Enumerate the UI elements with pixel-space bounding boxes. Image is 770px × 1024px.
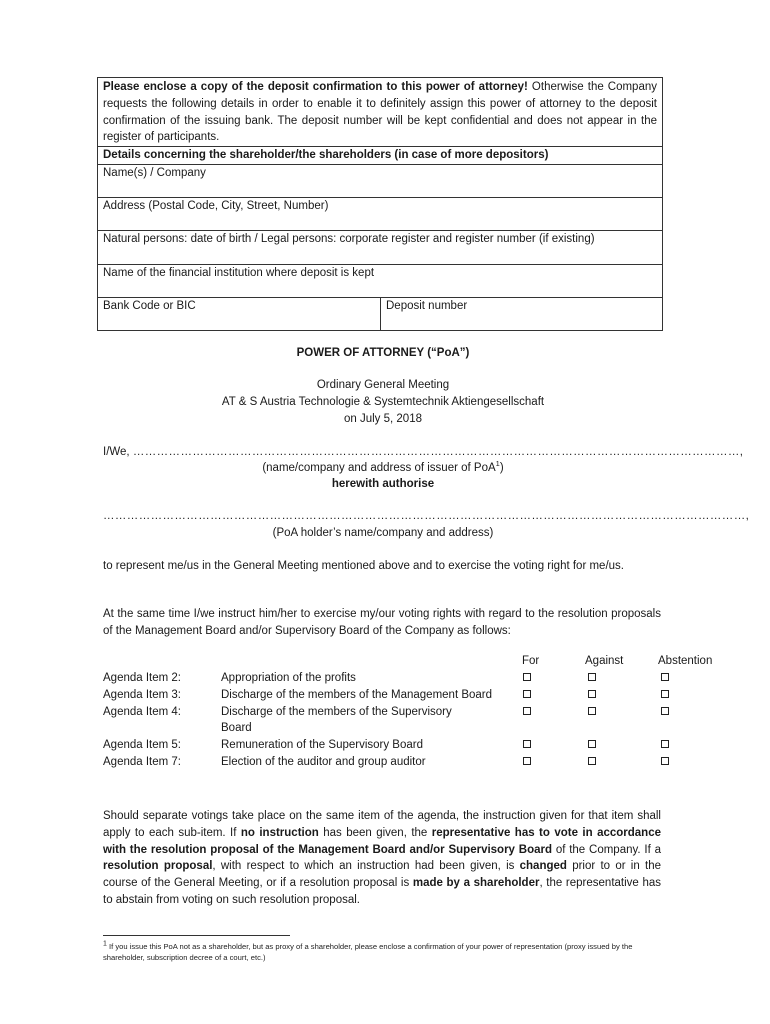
holder-line[interactable]	[103, 508, 750, 525]
against-checkbox[interactable]	[588, 690, 596, 698]
document-title: POWER OF ATTORNEY (“PoA”)	[296, 347, 470, 359]
sv-bold-5: made by a shareholder	[412, 877, 540, 890]
sv-text-4: , with respect to which an instruction had been given, is	[212, 860, 520, 873]
holder-caption: (PoA holder’s name/company and address)	[272, 527, 494, 539]
agenda-item-description: Appropriation of the profits	[221, 672, 356, 684]
footnote	[103, 942, 665, 963]
abstention-checkbox[interactable]	[661, 740, 669, 748]
agenda-item-7	[103, 754, 723, 771]
footnote-mark: 1	[103, 940, 107, 948]
vote-column-headers	[103, 653, 723, 670]
issuer-caption-end: )	[499, 462, 504, 474]
agenda-item-description: Remuneration of the Supervisory Board	[221, 739, 423, 752]
address-label: Address (Postal Code, City, Street, Number)	[103, 200, 329, 213]
name-company-field[interactable]	[98, 164, 662, 197]
for-checkbox[interactable]	[523, 690, 531, 698]
bank-deposit-row	[98, 297, 662, 330]
sv-text-2: has been given, the	[318, 826, 432, 839]
sv-text-1: Should separate votings take place on the same item of the agenda, the instruction given for that item shall apply to each sub-item. If	[103, 810, 661, 839]
for-checkbox[interactable]	[523, 757, 531, 765]
footnote-text: If you issue this PoA not as a shareholder, but as proxy of a shareholder, please enclose a confirmation of your power of representation (proxy issued by the shareholder, subscription decree of a court, etc.)	[103, 942, 633, 962]
abstention-checkbox[interactable]	[661, 673, 669, 681]
agenda-item-number: Agenda Item 7:	[103, 755, 181, 768]
shareholder-details-table	[97, 77, 663, 331]
meeting-heading	[97, 377, 669, 427]
holder-dots: ………………………………………………………………………………………………………………………………………………,	[103, 510, 750, 522]
registration-field[interactable]	[98, 230, 662, 264]
issuer-dots: ………………………………………………………………………………………………………………………………………,	[132, 446, 744, 458]
authorise-text: herewith authorise	[331, 478, 435, 490]
issuer-caption-text: (name/company and address of issuer of PoA	[262, 462, 496, 474]
for-checkbox[interactable]	[523, 740, 531, 748]
sv-text-3: of the Company. If a	[552, 843, 661, 856]
issuer-caption	[97, 460, 669, 477]
agenda-item-4	[103, 704, 723, 738]
instruct-paragraph: At the same time I/we instruct him/her to exercise my/our voting rights with regard to the resolution proposals of the Management Board and/or Supervisory Board of the Company as follows:	[103, 608, 661, 637]
footnote-divider	[103, 935, 290, 936]
agenda-item-description: Discharge of the members of the Management Board	[221, 688, 493, 701]
sv-bold-4: changed	[519, 860, 567, 873]
sv-bold-3: resolution proposal	[103, 860, 213, 873]
agenda-item-description: Discharge of the members of the Supervisory Board	[221, 705, 452, 735]
shareholder-section-heading: Details concerning the shareholder/the shareholders (in case of more depositors)	[98, 146, 662, 164]
agenda-item-5	[103, 737, 723, 754]
against-checkbox[interactable]	[588, 707, 596, 715]
registration-label: Natural persons: date of birth / Legal persons: corporate register and register number (if existing)	[103, 233, 595, 246]
agenda-item-number: Agenda Item 3:	[103, 688, 181, 701]
deposit-number-label: Deposit number	[386, 300, 468, 313]
for-checkbox[interactable]	[523, 707, 531, 715]
for-column-header: For	[522, 655, 540, 667]
against-column-header: Against	[585, 655, 624, 667]
bank-code-field[interactable]	[98, 298, 381, 330]
issuer-line[interactable]	[103, 444, 744, 461]
deposit-number-field[interactable]	[381, 298, 662, 330]
agenda-item-3	[103, 687, 723, 704]
agenda-item-number: Agenda Item 2:	[103, 672, 181, 684]
represent-paragraph: to represent me/us in the General Meeting mentioned above and to exercise the voting right for me/us.	[103, 560, 624, 572]
financial-institution-label: Name of the financial institution where deposit is kept	[103, 267, 375, 280]
agenda-item-number: Agenda Item 5:	[103, 739, 181, 752]
sv-text-6: , the representative has to abstain from voting on such resolution proposal.	[103, 877, 661, 906]
against-checkbox[interactable]	[588, 673, 596, 681]
deposit-notice-text: Otherwise the Company requests the following details in order to enable it to definitely assign this power of attorney to the deposit confirmation of the issuing bank. The deposit number will be kept confidential and does not appear in the register of participants.	[103, 81, 657, 144]
company-name: AT & S Austria Technologie & Systemtechnik Aktiengesellschaft	[221, 395, 545, 408]
meeting-date: on July 5, 2018	[343, 412, 422, 425]
deposit-notice	[98, 78, 662, 146]
abstention-column-header: Abstention	[658, 655, 713, 667]
financial-institution-field[interactable]	[98, 264, 662, 297]
meeting-name: Ordinary General Meeting	[316, 379, 450, 391]
for-checkbox[interactable]	[523, 673, 531, 681]
deposit-notice-bold: Please enclose a copy of the deposit confirmation to this power of attorney!	[103, 81, 528, 93]
name-company-label: Name(s) / Company	[103, 167, 206, 180]
address-field[interactable]	[98, 197, 662, 230]
sv-bold-2: representative has to vote in accordance with the resolution proposal of the Management Board and/or Supervisory Board	[103, 826, 661, 856]
sv-bold-1: no instruction	[240, 826, 319, 839]
against-checkbox[interactable]	[588, 740, 596, 748]
sv-text-5: prior to or in the course of the General Meeting, or if a resolution proposal is	[103, 860, 662, 890]
separate-votings-paragraph	[103, 808, 661, 909]
abstention-checkbox[interactable]	[661, 757, 669, 765]
agenda-item-2	[103, 670, 723, 687]
agenda-item-number: Agenda Item 4:	[103, 705, 181, 718]
bank-code-label: Bank Code or BIC	[103, 300, 196, 313]
abstention-checkbox[interactable]	[661, 690, 669, 698]
agenda-vote-table	[103, 653, 723, 771]
issuer-prefix: I/We,	[103, 446, 130, 458]
footnote-ref: 1	[495, 459, 500, 469]
agenda-item-description: Election of the auditor and group auditor	[221, 755, 426, 768]
against-checkbox[interactable]	[588, 757, 596, 765]
abstention-checkbox[interactable]	[661, 707, 669, 715]
